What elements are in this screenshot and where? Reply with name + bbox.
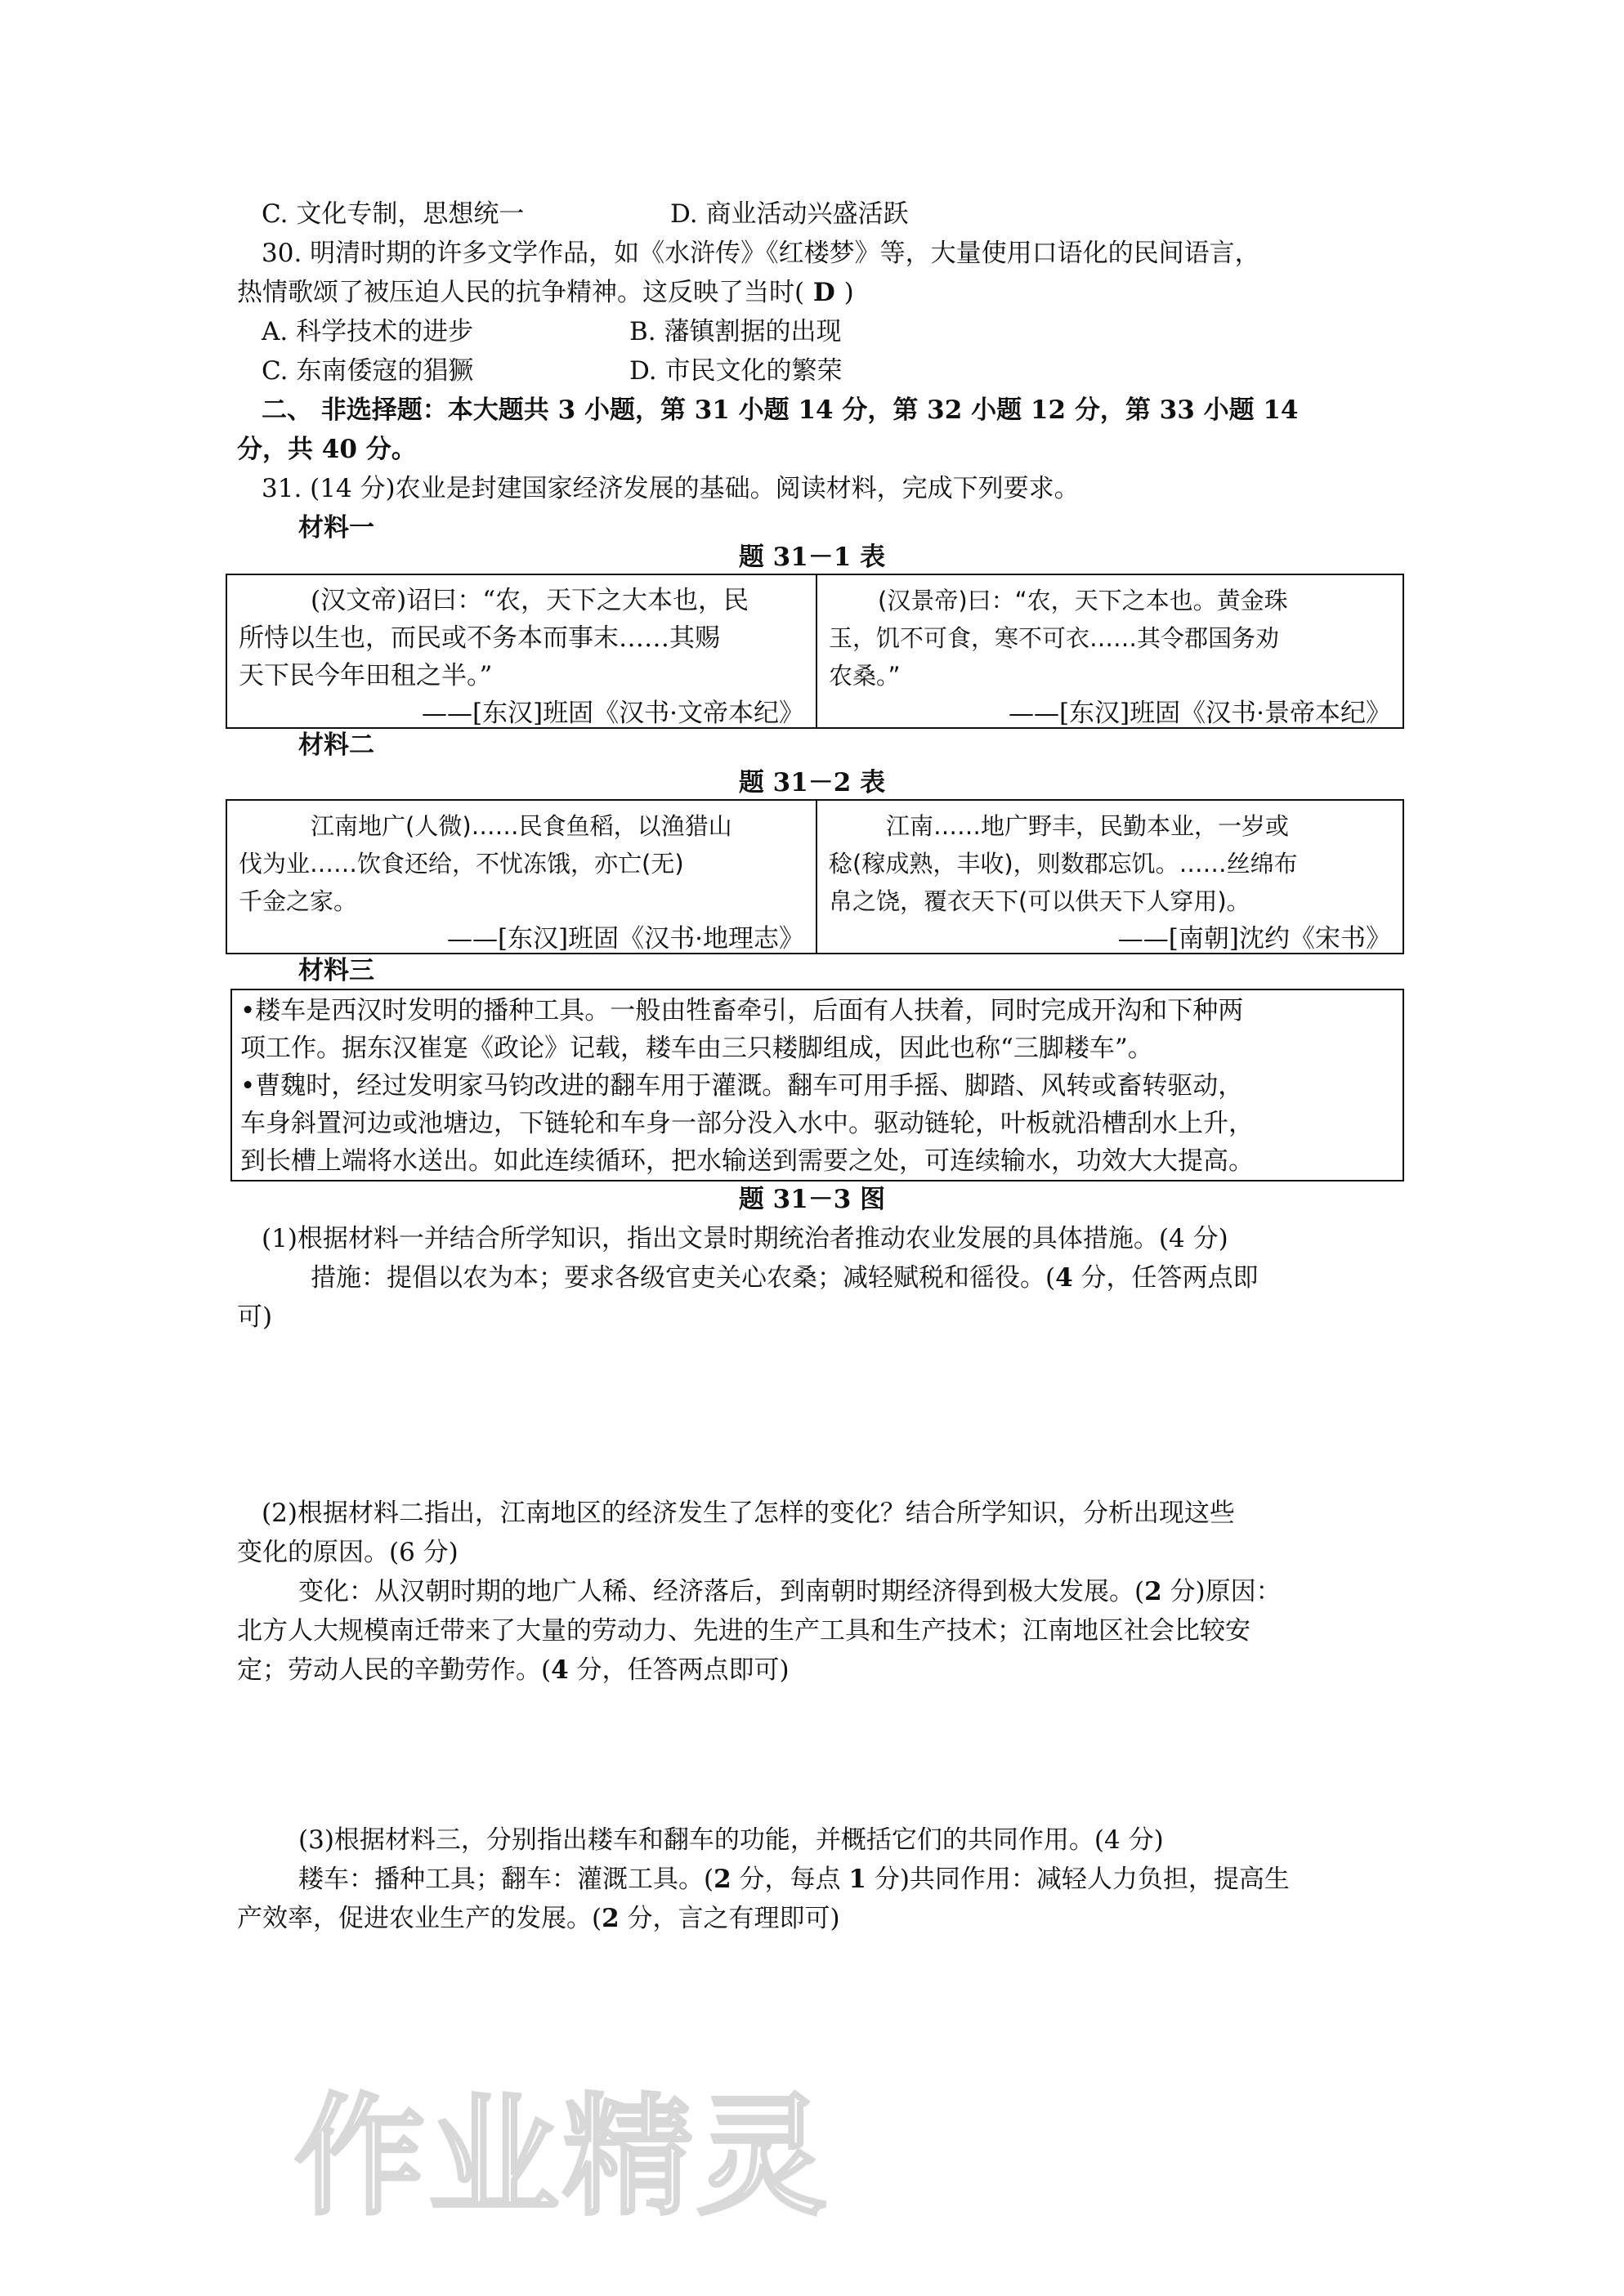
table1-right-line: 农桑。” [829,662,901,690]
table1 [226,574,1404,729]
answer-text: 分，任答两点即可) [568,1655,790,1685]
material3-label: 材料三 [298,956,374,985]
table1-left-source: ——[东汉]班固《汉书·文帝本纪》 [421,699,804,728]
q31-part1-answer-line2: 可) [237,1302,273,1332]
table2-right-cell [817,801,1403,953]
q31-part3-answer-line1 [298,1863,1290,1896]
q30-answer: D [804,278,844,307]
table1-left-cell [227,575,817,727]
table1-left-line: 所恃以生也，而民或不务本而事末……其赐 [239,623,720,653]
q30-option-c: C. 东南倭寇的猖獗 [262,356,474,386]
answer-score: 4 [1055,1263,1073,1293]
answer-text: 分，任答两点即 [1072,1263,1259,1293]
table2-right-line: 江南……地广野丰，民勤本业，一岁或 [886,812,1290,840]
answer-score: 4 [551,1655,569,1685]
material1-label: 材料一 [298,513,374,543]
q29-option-c: C. 文化专制，思想统一 [262,199,525,229]
table1-right-line: 玉，饥不可食，寒不可衣……其令郡国务劝 [829,624,1280,652]
table2-left-line: 千金之家。 [239,887,358,915]
material3-line: •耧车是西汉时发明的播种工具。一般由牲畜牵引，后面有人扶着，同时完成开沟和下种两 [240,996,1244,1025]
q29-option-d: D. 商业活动兴盛活跃 [670,199,909,229]
table1-right-line: (汉景帝)曰：“农，天下之本也。黄金珠 [878,587,1288,614]
table2-left-line: 江南地广(人微)……民食鱼稻，以渔猎山 [311,812,732,840]
answer-score: 2 [1144,1577,1162,1606]
q31-part2-answer-line3 [237,1654,790,1686]
q30-option-d: D. 市民文化的繁荣 [629,356,843,386]
table2-left-cell [227,801,817,953]
answer-score: 2 [714,1865,731,1894]
q31-part2-answer-line2: 北方人大规模南迁带来了大量的劳动力、先进的生产工具和生产技术；江南地区社会比较安 [237,1616,1250,1646]
table2-left-line: 伐为业……饮食还给，不忧冻饿，亦亡(无) [239,850,684,878]
answer-text: 分)原因： [1161,1577,1282,1606]
figure3-title: 题 31－3 图 [738,1185,886,1214]
material3-line: 到长槽上端将水送出。如此连续循环，把水输送到需要之处，可连续输水，功效大大提高。 [240,1146,1254,1176]
material3-line: 车身斜置河边或池塘边，下链轮和车身一部分没入水中。驱动链轮，叶板就沿槽刮水上升， [240,1109,1254,1138]
table1-right-source: ——[东汉]班固《汉书·景帝本纪》 [1008,699,1391,728]
answer-score: 2 [602,1904,620,1933]
material3-line: •曹魏时，经过发明家马钧改进的翻车用于灌溉。翻车可用手摇、脚踏、风转或畜转驱动， [240,1071,1244,1101]
q31-part2-question-line1: (2)根据材料二指出，江南地区的经济发生了怎样的变化？结合所学知识，分析出现这些 [262,1499,1235,1528]
q30-stem-text: 热情歌颂了被压迫人民的抗争精神。这反映了当时( [237,278,805,307]
table1-right-cell [817,575,1403,727]
answer-text: 定；劳动人民的辛勤劳作。( [237,1655,552,1685]
answer-text: 分)共同作用：减轻人力负担，提高生 [866,1865,1290,1894]
q31-stem: 31. (14 分)农业是封建国家经济发展的基础。阅读材料，完成下列要求。 [262,474,1080,503]
material3-line: 项工作。据东汉崔寔《政论》记载，耧车由三只耧脚组成，因此也称“三脚耧车”。 [240,1034,1153,1063]
q30-stem-line1: 30. 明清时期的许多文学作品，如《水浒传》《红楼梦》等，大量使用口语化的民间语言， [262,239,1260,268]
q31-part1-answer-line1 [311,1262,1259,1294]
answer-score: 1 [848,1865,866,1894]
watermark-logo: 作业精灵 [294,2080,831,2233]
q31-part2-question-line2: 变化的原因。(6 分) [237,1538,459,1567]
q30-stem-line2 [237,276,854,309]
table1-title: 题 31－1 表 [738,543,886,572]
table1-left-line: (汉文帝)诏曰：“农，天下之大本也，民 [311,586,749,615]
table1-left-line: 天下民今年田租之半。” [239,661,493,690]
q30-stem-close: ) [843,278,854,307]
table2-title: 题 31－2 表 [738,768,886,797]
table2-right-source: ——[南朝]沈约《宋书》 [1117,924,1391,954]
q30-option-a: A. 科学技术的进步 [262,317,474,346]
answer-text: 变化：从汉朝时期的地广人稀、经济落后，到南朝时期经济得到极大发展。( [298,1577,1145,1606]
table2 [226,799,1404,954]
answer-text: 耧车：播种工具；翻车：灌溉工具。( [298,1865,714,1894]
q31-part3-question: (3)根据材料三，分别指出耧车和翻车的功能，并概括它们的共同作用。(4 分) [298,1825,1164,1855]
material3-box [230,989,1404,1182]
answer-text: 措施：提倡以农为本；要求各级官吏关心农桑；减轻赋税和徭役。( [311,1263,1056,1293]
material2-label: 材料二 [298,730,374,760]
q31-part1-question: (1)根据材料一并结合所学知识，指出文景时期统治者推动农业发展的具体措施。(4 分) [262,1224,1228,1253]
table2-left-source: ——[东汉]班固《汉书·地理志》 [446,924,804,954]
q31-part2-answer-line1 [298,1575,1282,1608]
answer-text: 分，言之有理即可) [619,1904,840,1933]
section2-heading-line1: 二、 非选择题：本大题共 3 小题，第 31 小题 14 分，第 32 小题 12 分，第 33 小题 14 [262,395,1299,425]
q31-part3-answer-line2 [237,1902,840,1935]
answer-text: 产效率，促进农业生产的发展。( [237,1904,602,1933]
q30-option-b: B. 藩镇割据的出现 [629,317,842,346]
answer-text: 分，每点 [731,1865,849,1894]
table2-right-line: 帛之饶，覆衣天下(可以供天下人穿用)。 [829,887,1250,915]
material3-text [232,990,1403,1180]
section2-heading-line2: 分，共 40 分。 [237,435,417,464]
table2-right-line: 稔(稼成熟，丰收)，则数郡忘饥。……丝绵布 [829,850,1298,878]
